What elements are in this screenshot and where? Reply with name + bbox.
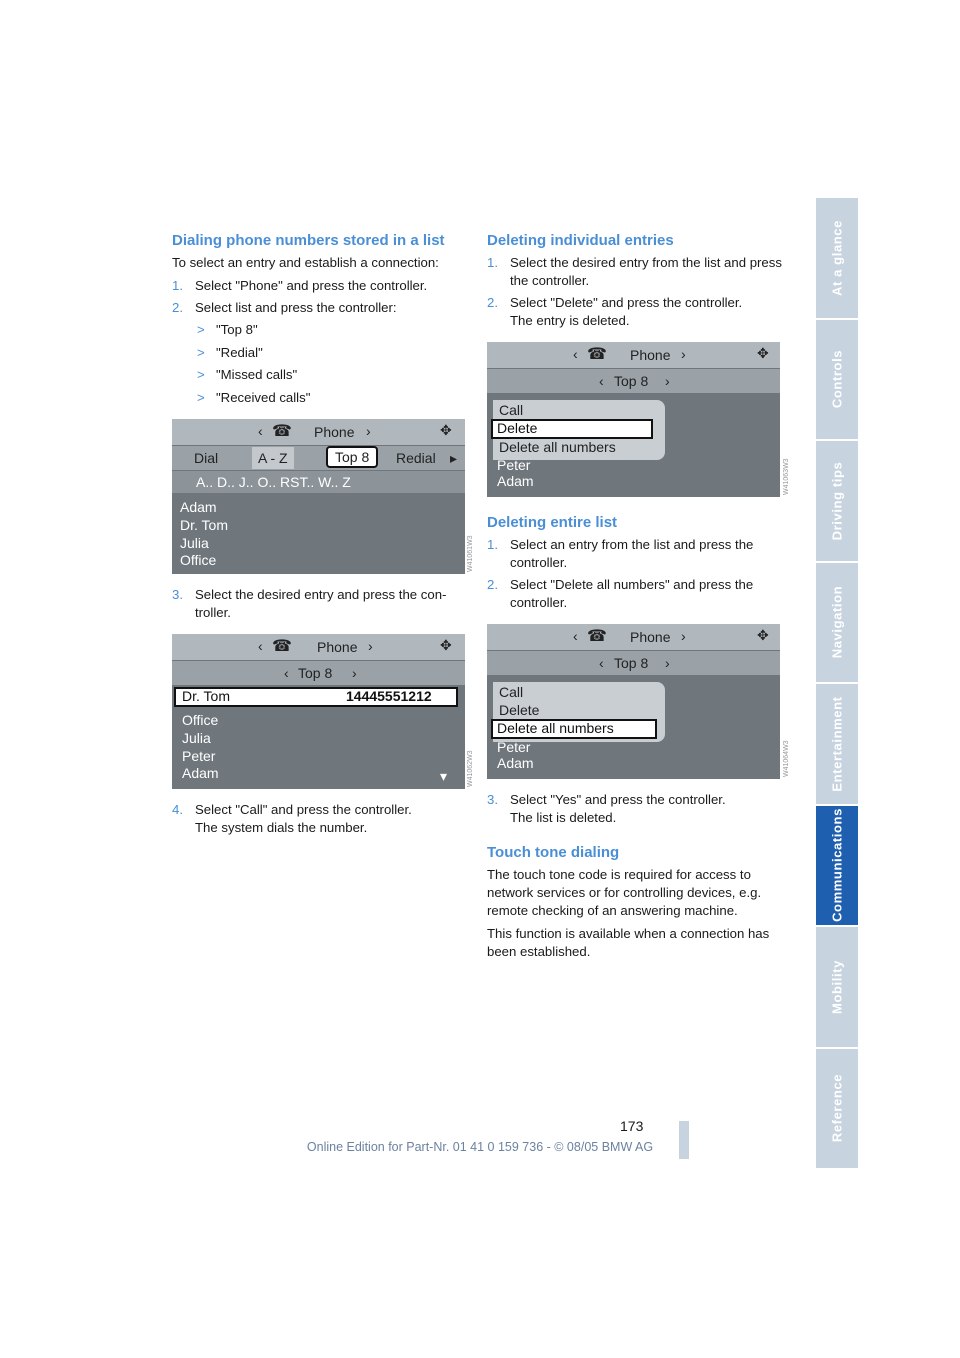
- entry-number: 14445551212: [346, 688, 432, 704]
- letter-groups: A.. D.. J.. O.. RST.. W.. Z: [196, 474, 351, 490]
- list-item: Adam: [497, 473, 534, 489]
- tab-navigation[interactable]: [816, 563, 858, 683]
- list-item: Adam: [180, 499, 217, 515]
- tab-top-8: Top 8: [326, 446, 378, 468]
- screen-title-bar: [487, 624, 780, 650]
- bullet-text: "Top 8": [216, 322, 258, 337]
- list-item: Peter: [497, 457, 531, 473]
- screen-title-bar: [172, 419, 465, 445]
- bullet-icon: >: [197, 390, 205, 405]
- tab-label: Reference: [829, 1074, 845, 1143]
- screen-title-bar: [172, 634, 465, 660]
- list-item: [197, 344, 263, 362]
- chevron-left-icon: ‹: [258, 423, 263, 439]
- list-item: Dr. Tom: [180, 517, 228, 533]
- list-item: [197, 321, 258, 339]
- chevron-right-icon: ›: [366, 423, 371, 439]
- image-code: W41062W3: [467, 750, 474, 787]
- move-icon: ✥: [757, 627, 769, 643]
- screen-subtitle: Top 8: [298, 665, 333, 681]
- move-icon: ✥: [757, 345, 769, 361]
- image-code: W41061W3: [467, 535, 474, 572]
- step-2: [487, 294, 787, 330]
- step-1: [487, 254, 787, 290]
- chevron-right-icon: ›: [681, 628, 686, 644]
- step-number: 2.: [487, 295, 498, 310]
- menu-item-delete-all: Delete all numbers: [497, 720, 614, 736]
- phone-handset-icon: ☎: [587, 346, 607, 363]
- list-item: [197, 389, 310, 407]
- image-code: W41063W3: [783, 458, 790, 495]
- phone-screen-delete: [487, 342, 780, 497]
- tab-redial: Redial: [396, 450, 436, 466]
- bullet-icon: >: [197, 322, 205, 337]
- phone-handset-icon: ☎: [587, 628, 607, 645]
- step-number: 1.: [487, 255, 498, 270]
- list-item: Office: [182, 712, 219, 728]
- tab-at-a-glance[interactable]: [816, 198, 858, 318]
- screen-subtitle: Top 8: [614, 655, 649, 671]
- step-1: [487, 536, 787, 572]
- move-icon: ✥: [440, 637, 452, 653]
- step-number: 4.: [172, 802, 183, 817]
- step-number: 3.: [487, 792, 498, 807]
- tab-mobility[interactable]: [816, 927, 858, 1047]
- move-icon: ✥: [440, 422, 452, 438]
- paragraph: The touch tone code is required for access to network services or for controlling devices, e.g. remote checking of an answering machine.: [487, 867, 762, 918]
- step-result: The list is deleted.: [510, 810, 617, 825]
- list-item: Julia: [180, 535, 209, 551]
- section-heading: Deleting entire list: [487, 514, 618, 531]
- bullet-icon: >: [197, 367, 205, 382]
- screen-subtitle: Top 8: [614, 373, 649, 389]
- menu-item-delete: Delete: [497, 420, 538, 436]
- step-3: [487, 791, 787, 827]
- screen-title: Phone: [630, 347, 671, 363]
- chapter-tabs: [816, 198, 858, 1170]
- phone-screen-top8: [172, 634, 465, 789]
- menu-item-call: Call: [499, 684, 524, 700]
- letter-bar: [172, 471, 465, 493]
- tab-label: Mobility: [829, 959, 845, 1014]
- tab-label: At a glance: [829, 219, 845, 296]
- bullet-text: "Received calls": [216, 390, 311, 405]
- step-text: Select "Delete" and press the controller.: [510, 295, 743, 310]
- chevron-right-icon: ›: [352, 665, 357, 681]
- chevron-right-icon: ›: [665, 655, 670, 671]
- list-item: Peter: [182, 748, 216, 764]
- screen-tab-bar: [172, 446, 465, 470]
- phone-handset-icon: ☎: [272, 423, 292, 440]
- footer-text: Online Edition for Part-Nr. 01 41 0 159 736 - © 08/05 BMW AG: [306, 1140, 654, 1154]
- screen-title: Phone: [317, 639, 358, 655]
- section-heading: Touch tone dialing: [487, 844, 620, 861]
- step-text: Select "Yes" and press the controller.: [510, 792, 726, 807]
- section-heading: Deleting individual entries: [487, 232, 674, 249]
- step-number: 1.: [487, 537, 498, 552]
- section-heading: Dialing phone numbers stored in a list: [172, 232, 445, 249]
- chevron-left-icon: ‹: [573, 628, 578, 644]
- step-result: The system dials the number.: [195, 820, 368, 835]
- step-text: Select "Call" and press the controller.: [195, 802, 412, 817]
- context-menu: [493, 400, 665, 460]
- list-item: Adam: [497, 755, 534, 771]
- image-code: W41064W3: [783, 740, 790, 777]
- tab-a-z: A - Z: [252, 447, 294, 469]
- screen-sub-bar: [172, 661, 465, 685]
- step-text: Select an entry from the list and press the controller.: [510, 537, 754, 570]
- tab-dial: Dial: [194, 450, 219, 466]
- menu-item-call: Call: [499, 402, 524, 418]
- chevron-left-icon: ‹: [284, 665, 289, 681]
- step-text: Select "Phone" and press the controller.: [195, 278, 428, 293]
- step-number: 3.: [172, 587, 183, 602]
- list-item: Office: [180, 552, 217, 568]
- menu-item-delete-all-selected: [491, 719, 657, 739]
- bullet-icon: >: [197, 345, 205, 360]
- step-number: 2.: [172, 300, 183, 315]
- bullet-text: "Missed calls": [216, 367, 298, 382]
- chevron-left-icon: ‹: [599, 373, 604, 389]
- context-menu: [493, 682, 665, 742]
- menu-item-delete: Delete: [499, 702, 540, 718]
- bullet-text: "Redial": [216, 345, 263, 360]
- chevron-left-icon: ‹: [573, 346, 578, 362]
- list-item: Julia: [182, 730, 211, 746]
- arrow-right-icon: ▸: [450, 450, 458, 466]
- scroll-down-icon: ▾: [440, 768, 448, 784]
- chevron-left-icon: ‹: [599, 655, 604, 671]
- step-3: [172, 586, 468, 622]
- tab-label: Driving tips: [829, 461, 845, 541]
- tab-label: Entertainment: [829, 696, 845, 792]
- phone-screen-a-z: [172, 419, 465, 574]
- paragraph: This function is available when a connection has been established.: [487, 926, 770, 959]
- step-2: [172, 299, 472, 317]
- screen-title-bar: [487, 342, 780, 368]
- step-text: Select "Delete all numbers" and press the controller.: [510, 577, 754, 610]
- screen-sub-bar: [487, 651, 780, 675]
- page-number: 173: [620, 1118, 644, 1134]
- step-text: Select the desired entry and press the con-troller.: [195, 587, 447, 620]
- selected-entry: [174, 687, 458, 707]
- list-item: [197, 366, 297, 384]
- tab-controls[interactable]: [816, 320, 858, 440]
- phone-screen-delete-all: [487, 624, 780, 779]
- tab-label: Controls: [829, 350, 845, 409]
- menu-item-delete-selected: [491, 419, 653, 439]
- chevron-right-icon: ›: [665, 373, 670, 389]
- screen-title: Phone: [630, 629, 671, 645]
- screen-title: Phone: [314, 424, 355, 440]
- list-item: Peter: [497, 739, 531, 755]
- screen-sub-bar: [487, 369, 780, 393]
- tab-label: Navigation: [829, 586, 845, 659]
- entry-name: Dr. Tom: [182, 688, 230, 704]
- tab-driving-tips[interactable]: [816, 441, 858, 561]
- step-4: [172, 801, 472, 837]
- tab-label: Communications: [829, 808, 845, 923]
- chevron-right-icon: ›: [681, 346, 686, 362]
- step-2: [487, 576, 787, 612]
- chevron-left-icon: ‹: [258, 638, 263, 654]
- phone-handset-icon: ☎: [272, 638, 292, 655]
- step-number: 2.: [487, 577, 498, 592]
- menu-item-delete-all: Delete all numbers: [499, 439, 616, 455]
- step-1: [172, 277, 472, 295]
- list-item: Adam: [182, 765, 219, 781]
- step-number: 1.: [172, 278, 183, 293]
- step-text: Select the desired entry from the list and press the controller.: [510, 255, 782, 288]
- tab-communications[interactable]: [816, 806, 858, 926]
- tab-entertainment[interactable]: [816, 684, 858, 804]
- step-text: Select list and press the controller:: [195, 300, 397, 315]
- step-result: The entry is deleted.: [510, 313, 630, 328]
- chevron-right-icon: ›: [368, 638, 373, 654]
- intro-text: To select an entry and establish a connection:: [172, 255, 439, 270]
